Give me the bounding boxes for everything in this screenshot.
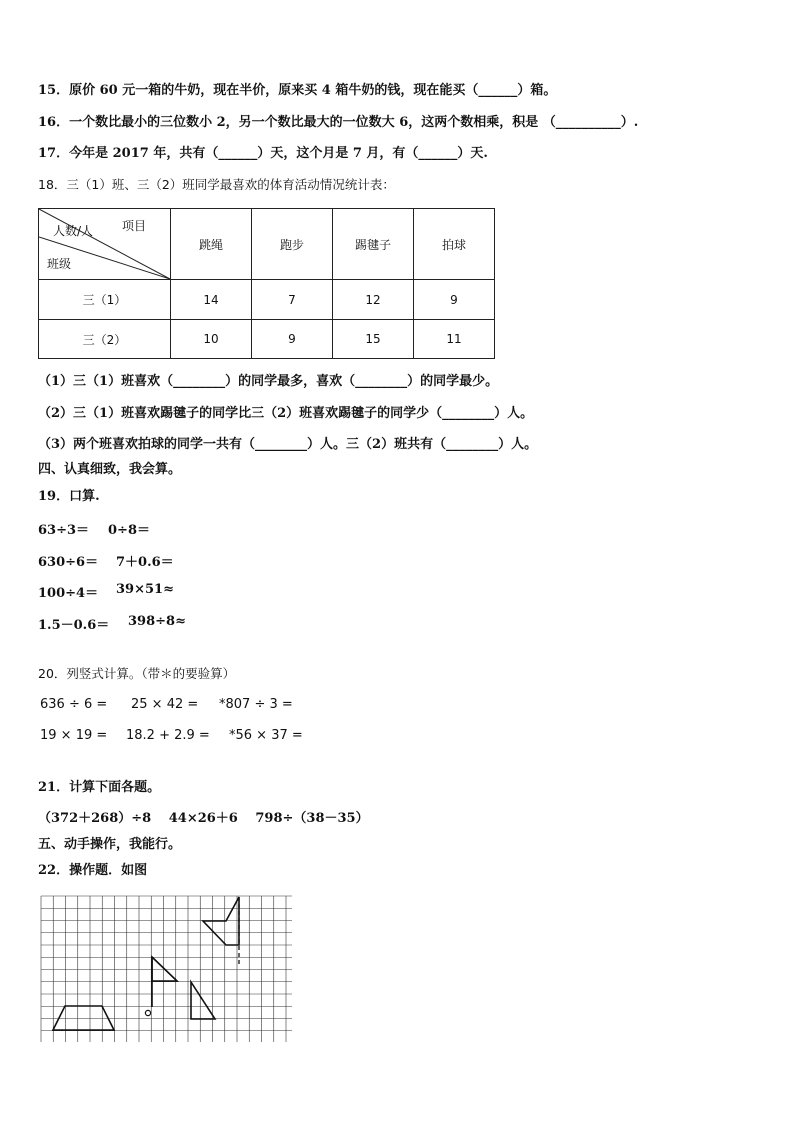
vertical-calc-item: 25 × 42 = <box>131 697 199 712</box>
question-18-part-2: （2）三（1）班喜欢踢毽子的同学比三（2）班喜欢踢毽子的同学少（________）人。 <box>38 406 534 421</box>
arrow-shape <box>203 897 239 945</box>
row-label: 三（2） <box>39 320 171 359</box>
sports-stats-table <box>38 208 495 359</box>
point-o-marker <box>145 1010 150 1015</box>
table-cell: 12 <box>333 280 414 320</box>
right-triangle-shape <box>191 982 215 1019</box>
header-class-label: 班级 <box>47 257 72 271</box>
operation-grid-figure <box>40 895 294 1047</box>
table-header-row <box>39 209 495 280</box>
question-18-part-1: （1）三（1）班喜欢（________）的同学最多，喜欢（________）的同学最少。 <box>38 374 499 389</box>
table-cell: 9 <box>414 280 495 320</box>
oral-calc-item: 100÷4＝ <box>38 586 99 601</box>
question-17: 17．今年是 2017 年，共有（______）天，这个月是 7 月，有（______）天. <box>38 146 488 161</box>
table-cell: 11 <box>414 320 495 359</box>
table-row <box>39 320 495 359</box>
header-item-label: 项目 <box>122 219 147 233</box>
header-count-label: 人数/人 <box>53 224 94 238</box>
oral-calc-item: 0÷8＝ <box>108 523 150 538</box>
column-header: 拍球 <box>414 209 495 280</box>
oral-calc-item: 63÷3＝ <box>38 523 90 538</box>
table-cell: 15 <box>333 320 414 359</box>
question-18-part-3: （3）两个班喜欢拍球的同学一共有（________）人。三（2）班共有（________）人。 <box>38 437 538 452</box>
question-18: 18．三（1）班、三（2）班同学最喜欢的体育活动情况统计表： <box>38 177 395 192</box>
vertical-calc-item: *56 × 37 = <box>229 728 303 743</box>
table-cell: 10 <box>171 320 252 359</box>
table-row <box>39 280 495 320</box>
vertical-calc-item: 636 ÷ 6 = <box>40 697 108 712</box>
vertical-calc-item: 19 × 19 = <box>40 728 108 743</box>
table-cell: 7 <box>252 280 333 320</box>
oral-calc-item: 39×51≈ <box>116 582 174 597</box>
question-22: 22．操作题．如图 <box>38 863 148 878</box>
question-15: 15．原价 60 元一箱的牛奶，现在半价，原来买 4 箱牛奶的钱，现在能买（______）箱。 <box>38 83 557 98</box>
section-five-heading: 五、动手操作，我能行。 <box>38 837 182 852</box>
vertical-calc-item: 18.2 + 2.9 = <box>126 728 210 743</box>
column-header: 踢毽子 <box>333 209 414 280</box>
row-label: 三（1） <box>39 280 171 320</box>
table-cell: 14 <box>171 280 252 320</box>
question-21: 21．计算下面各题。 <box>38 780 161 795</box>
diagonal-header-cell <box>39 209 171 280</box>
question-16: 16．一个数比最小的三位数小 2，另一个数比最大的一位数大 6，这两个数相乘，积是 （__________）. <box>38 115 639 130</box>
column-header: 跳绳 <box>171 209 252 280</box>
vertical-calc-item: *807 ÷ 3 = <box>219 697 293 712</box>
question-21-items: （372＋268）÷8 44×26＋6 798÷（38－35） <box>38 811 369 826</box>
flag-shape <box>152 957 177 981</box>
table-cell: 9 <box>252 320 333 359</box>
column-header: 跑步 <box>252 209 333 280</box>
oral-calc-item: 398÷8≈ <box>128 614 186 629</box>
trapezoid-shape <box>53 1006 114 1030</box>
question-20: 20．列竖式计算。（带＊的要验算） <box>38 666 236 681</box>
oral-calc-item: 7＋0.6＝ <box>116 555 174 570</box>
oral-calc-item: 1.5－0.6＝ <box>38 618 110 633</box>
section-four-heading: 四、认真细致，我会算。 <box>38 462 182 477</box>
question-19: 19．口算. <box>38 489 100 504</box>
oral-calc-item: 630÷6＝ <box>38 555 99 570</box>
